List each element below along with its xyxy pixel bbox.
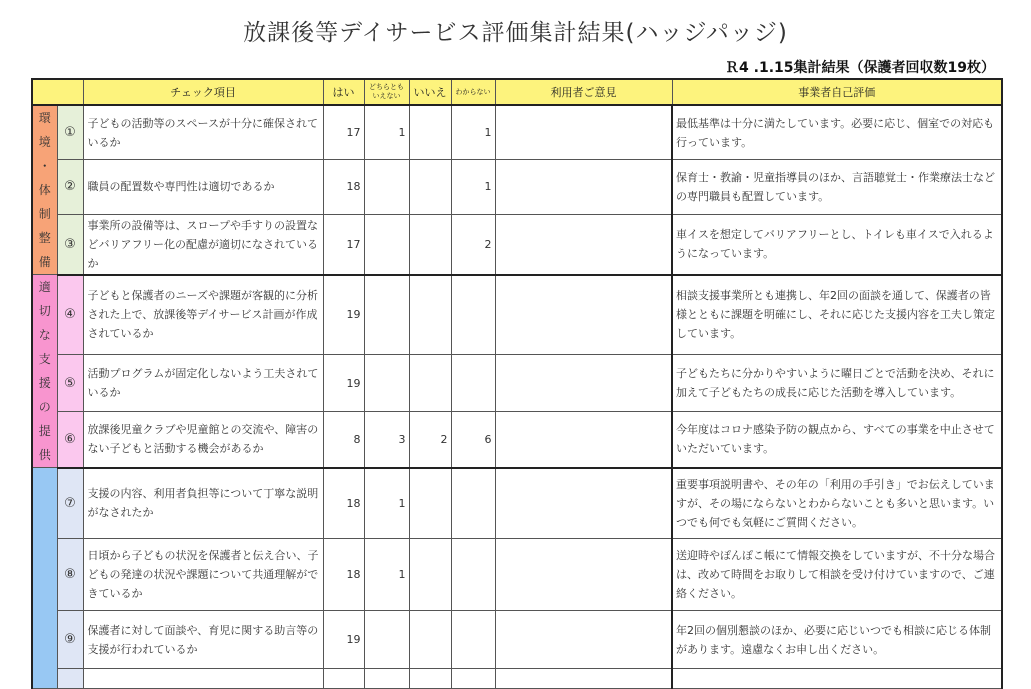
user-opinion (495, 539, 672, 611)
row-number: ① (57, 105, 83, 160)
count-unknown (451, 539, 495, 611)
count-no (409, 105, 451, 160)
count-no (409, 214, 451, 274)
count-unknown (451, 275, 495, 355)
self-evaluation: 車イスを想定してバリアフリーとし、トイレも車イスで入れるようになっています。 (672, 214, 1002, 274)
category-support: 適 切 な 支 援 の 提 供 (32, 275, 57, 468)
row-number: ② (57, 160, 83, 215)
count-yes: 18 (323, 160, 364, 215)
row-number: ③ (57, 214, 83, 274)
header-check-item: チェック項目 (83, 79, 323, 105)
user-opinion (495, 412, 672, 468)
table-row (32, 539, 1002, 611)
count-unknown: 1 (451, 160, 495, 215)
count-yes: 18 (323, 539, 364, 611)
header-user-opinion: 利用者ご意見 (495, 79, 672, 105)
header-self-eval: 事業者自己評価 (672, 79, 1002, 105)
count-no (409, 354, 451, 412)
count-yes: 19 (323, 354, 364, 412)
count-yes: 19 (323, 611, 364, 669)
user-opinion (495, 354, 672, 412)
count-yes: 18 (323, 468, 364, 539)
user-opinion (495, 669, 672, 689)
count-yes (323, 669, 364, 689)
subtitle: Ｒ4 .1.15集計結果（保護者回収数19枚） (725, 60, 995, 76)
self-evaluation: 子どもたちに分かりやすいように曜日ごとで活動を決め、それに加えて子どもたちの成長に応じた活動を導入しています。 (672, 354, 1002, 412)
count-yes: 19 (323, 275, 364, 355)
check-item: 支援の内容、利用者負担等について丁寧な説明がなされたか (83, 468, 323, 539)
check-item: 子どもと保護者のニーズや課題が客観的に分析された上で、放課後等デイサービス計画が作成されているか (83, 275, 323, 355)
header-unknown: わからない (451, 79, 495, 105)
count-unknown: 2 (451, 214, 495, 274)
row-number (57, 669, 83, 689)
row-number: ⑧ (57, 539, 83, 611)
count-neither: 3 (364, 412, 409, 468)
row-number: ④ (57, 275, 83, 355)
count-no (409, 468, 451, 539)
header-no: いいえ (409, 79, 451, 105)
table-row (32, 214, 1002, 274)
self-evaluation: 今年度はコロナ感染予防の観点から、すべての事業を中止させていただいています。 (672, 412, 1002, 468)
check-item (83, 669, 323, 689)
count-neither (364, 214, 409, 274)
table-row (32, 468, 1002, 539)
count-unknown (451, 611, 495, 669)
page-title: 放課後等デイサービス評価集計結果(ハッジパッジ) (243, 20, 788, 46)
count-yes: 17 (323, 214, 364, 274)
count-neither: 1 (364, 468, 409, 539)
count-no (409, 669, 451, 689)
count-neither (364, 669, 409, 689)
count-neither (364, 275, 409, 355)
count-no (409, 275, 451, 355)
count-unknown (451, 468, 495, 539)
check-item: 活動プログラムが固定化しないよう工夫されているか (83, 354, 323, 412)
table-row (32, 160, 1002, 215)
check-item: 放課後児童クラブや児童館との交流や、障害のない子どもと活動する機会があるか (83, 412, 323, 468)
self-evaluation: 年2回の個別懇談のほか、必要に応じいつでも相談に応じる体制があります。遠慮なくお申し出ください。 (672, 611, 1002, 669)
table-row (32, 669, 1002, 689)
check-item: 事業所の設備等は、スロープや手すりの設置などバリアフリー化の配慮が適切になされているか (83, 214, 323, 274)
check-item: 子どもの活動等のスペースが十分に確保されているか (83, 105, 323, 160)
count-neither (364, 160, 409, 215)
self-evaluation (672, 669, 1002, 689)
table-row (32, 412, 1002, 468)
row-number: ⑦ (57, 468, 83, 539)
count-no (409, 539, 451, 611)
user-opinion (495, 468, 672, 539)
row-number: ⑥ (57, 412, 83, 468)
check-item: 職員の配置数や専門性は適切であるか (83, 160, 323, 215)
count-unknown: 6 (451, 412, 495, 468)
self-evaluation: 相談支援事業所とも連携し、年2回の面談を通して、保護者の皆様とともに課題を明確にし、それに応じた支援内容を工夫し策定しています。 (672, 275, 1002, 355)
header-blank (32, 79, 83, 105)
user-opinion (495, 160, 672, 215)
count-unknown (451, 669, 495, 689)
user-opinion (495, 214, 672, 274)
category-environment: 環 境 ・ 体 制 整 備 (32, 105, 57, 275)
self-evaluation: 最低基準は十分に満たしています。必要に応じ、個室での対応も行っています。 (672, 105, 1002, 160)
check-item: 日頃から子どもの状況を保護者と伝え合い、子どもの発達の状況や課題について共通理解ができているか (83, 539, 323, 611)
table-row (32, 354, 1002, 412)
check-item: 保護者に対して面談や、育児に関する助言等の支援が行われているか (83, 611, 323, 669)
user-opinion (495, 275, 672, 355)
self-evaluation: 重要事項説明書や、その年の「利用の手引き」でお伝えしていますが、その場にならないとわからないことも多いと思います。いつでも何でも気軽にご質問ください。 (672, 468, 1002, 539)
count-unknown: 1 (451, 105, 495, 160)
count-neither: 1 (364, 539, 409, 611)
self-evaluation: 保育士・教諭・児童指導員のほか、言語聴覚士・作業療法士などの専門職員も配置しています。 (672, 160, 1002, 215)
table-row (32, 105, 1002, 160)
count-no (409, 611, 451, 669)
count-unknown (451, 354, 495, 412)
count-neither (364, 611, 409, 669)
evaluation-table (31, 78, 1003, 689)
self-evaluation: 送迎時やぽんぽこ帳にて情報交換をしていますが、不十分な場合は、改めて時間をお取りして相談を受け付けていますので、ご連絡ください。 (672, 539, 1002, 611)
header-neither: どちらとも いえない (364, 79, 409, 105)
row-number: ⑤ (57, 354, 83, 412)
table-row (32, 611, 1002, 669)
count-no (409, 160, 451, 215)
user-opinion (495, 105, 672, 160)
count-yes: 8 (323, 412, 364, 468)
count-yes: 17 (323, 105, 364, 160)
count-no: 2 (409, 412, 451, 468)
count-neither (364, 354, 409, 412)
header-yes: はい (323, 79, 364, 105)
row-number: ⑨ (57, 611, 83, 669)
table-row (32, 275, 1002, 355)
category-blue (32, 468, 57, 689)
user-opinion (495, 611, 672, 669)
count-neither: 1 (364, 105, 409, 160)
